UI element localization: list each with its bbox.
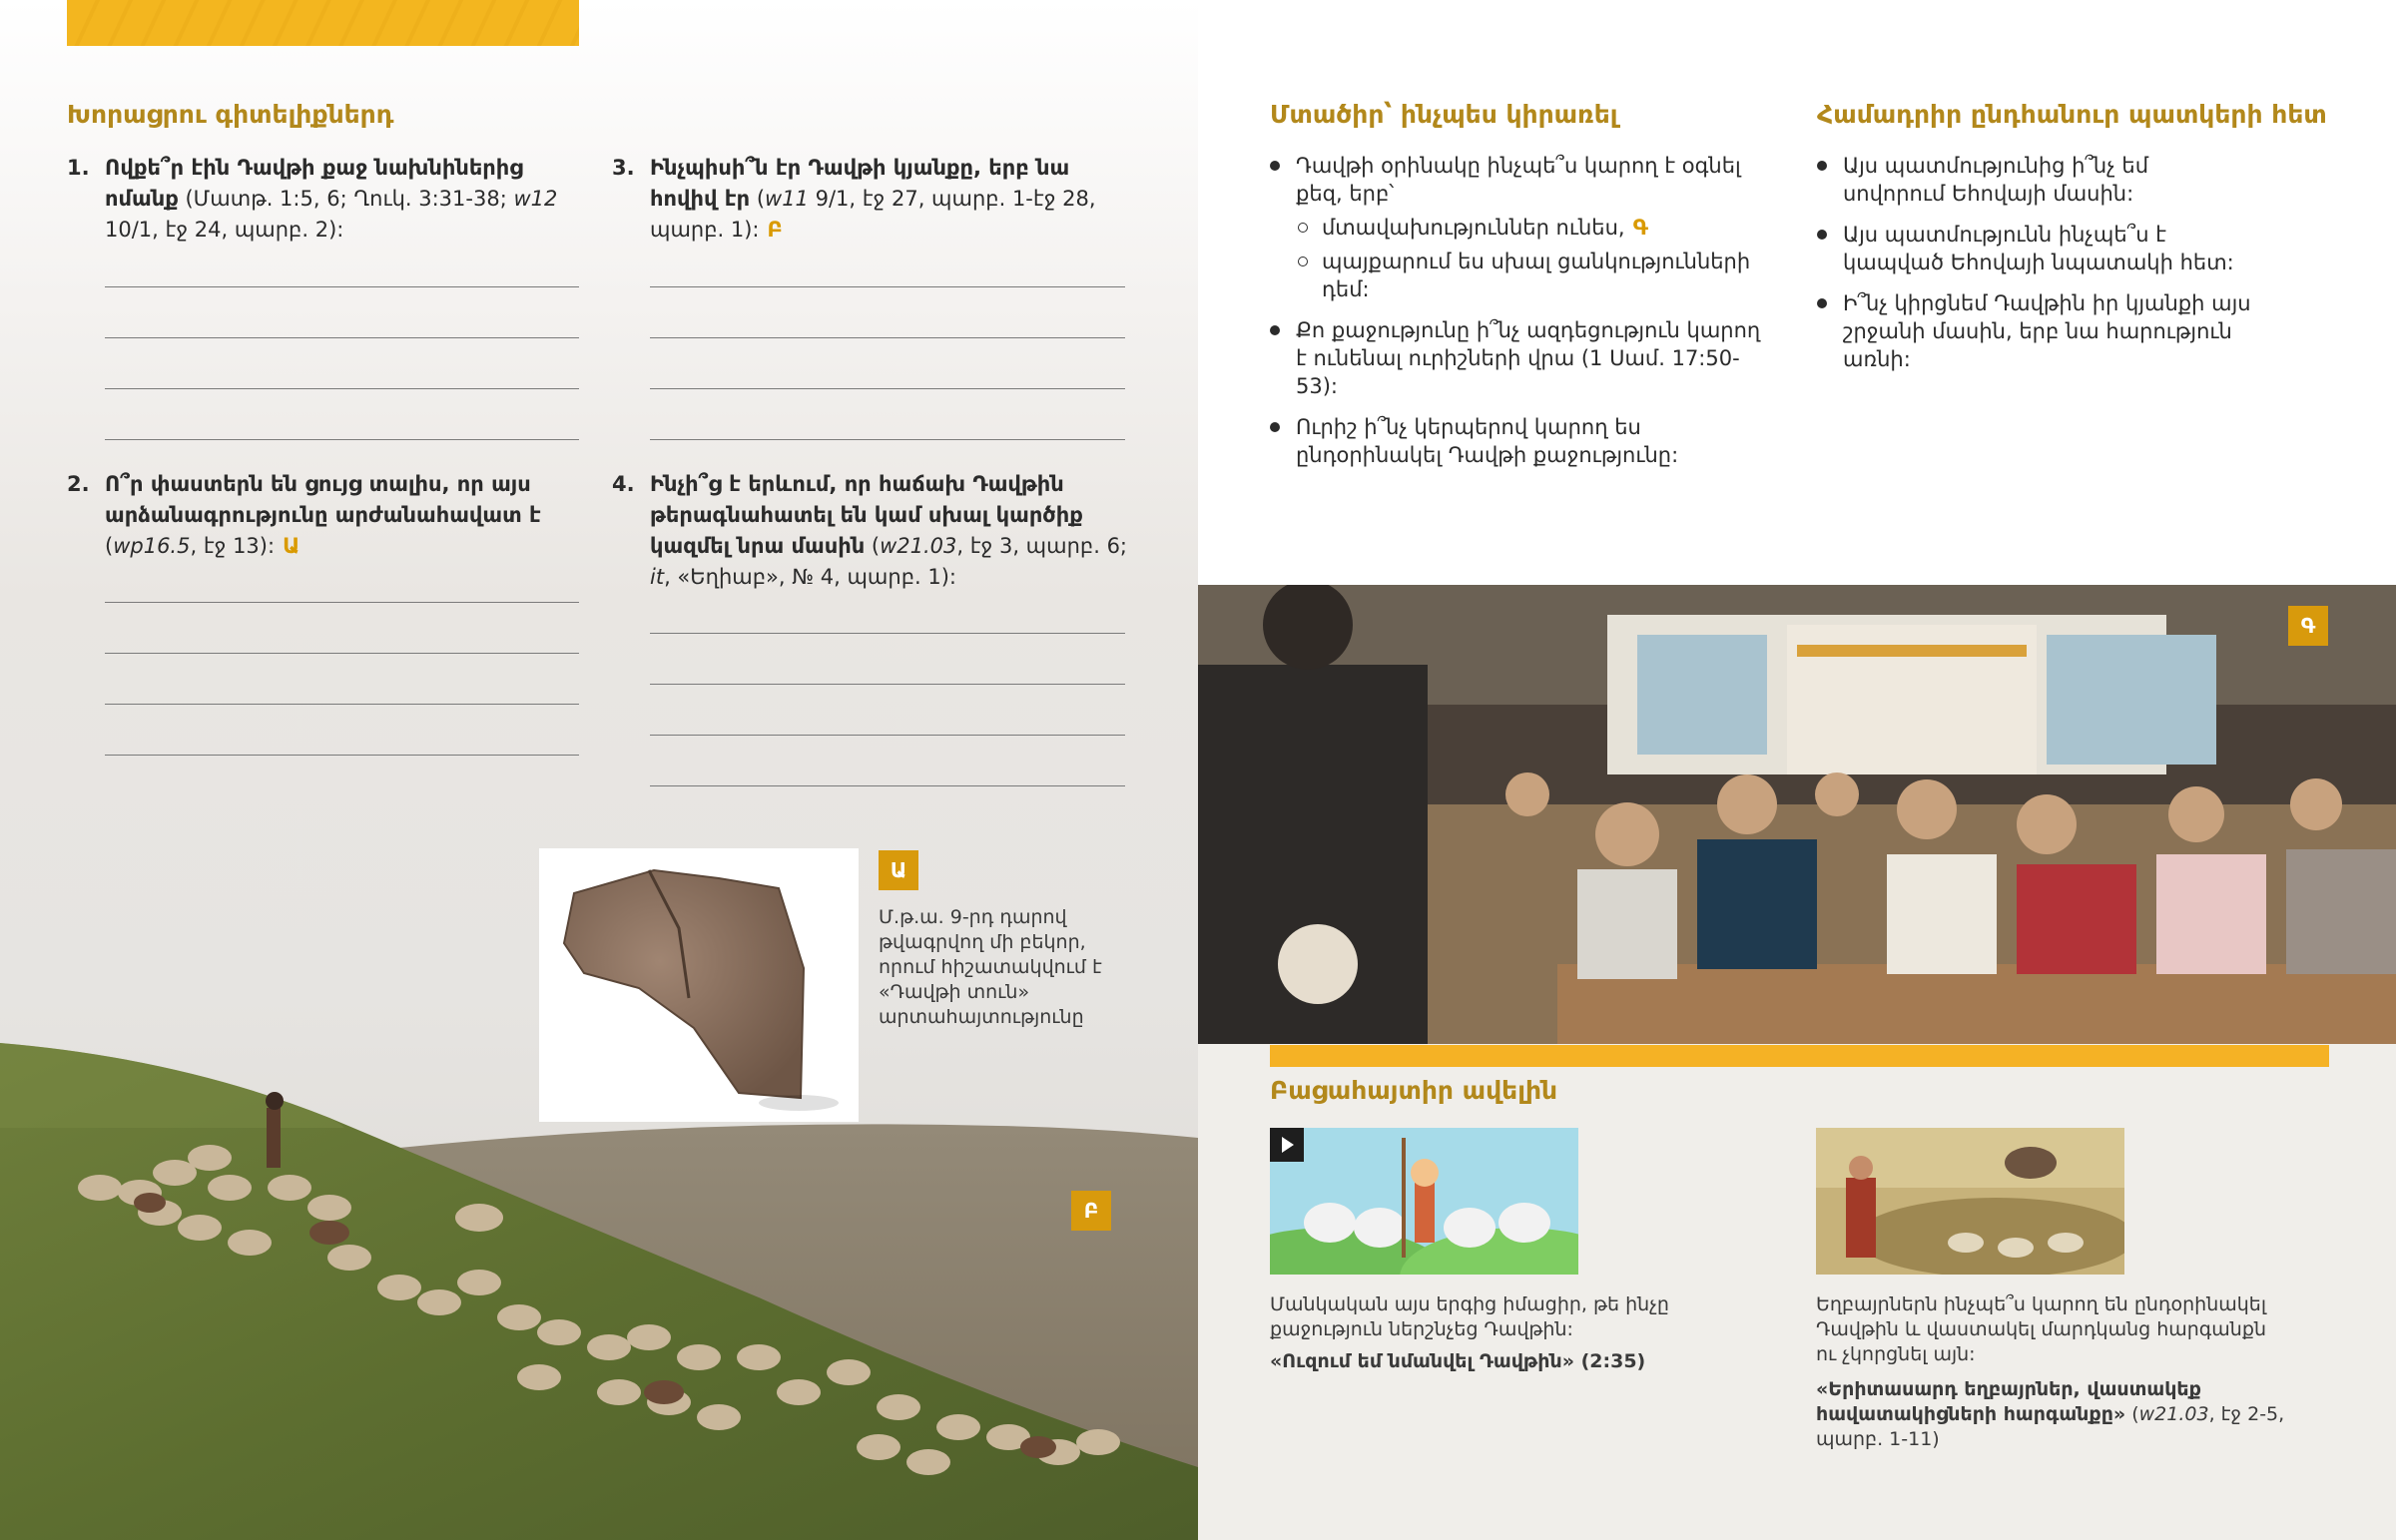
question-refs: ( <box>865 534 881 558</box>
apply-subitem-text: պայքարում ես սխալ ցանկությունների դեմ: <box>1322 250 1751 301</box>
apply-item-3 <box>1270 413 1769 469</box>
figure-marker-a: Ա <box>283 534 300 558</box>
question-number: 1. <box>67 156 90 180</box>
article-ref: ( <box>2125 1403 2139 1425</box>
question-ref-italic: w12 <box>513 187 558 211</box>
question-refs: ( <box>105 534 114 558</box>
answer-lines-3 <box>650 286 1125 490</box>
figure-badge-g: Գ <box>2288 606 2328 646</box>
answer-lines-2 <box>105 602 579 805</box>
video-thumbnail[interactable] <box>1270 1128 1578 1275</box>
bigpicture-item-text: Ի՞նչ կիրցնեմ Դավթին իր կյանքի այս շրջանի մասին, երբ նա հարություն առնի: <box>1843 291 2251 371</box>
apply-item-text: Դավթի օրինակը ինչպե՞ս կարող է օգնել քեզ, երբ՝ <box>1296 154 1741 206</box>
figure-badge-a: Ա <box>879 850 918 890</box>
question-1 <box>67 153 574 246</box>
apply-item-text: Ուրիշ ի՞նչ կերպերով կարող ես ընդօրինակել Դավթի քաջությունը: <box>1296 415 1679 467</box>
question-refs: ( <box>750 187 766 211</box>
classroom-photo <box>1198 585 2396 1044</box>
video-description: Մանկական այս երգից իմացիր, թե ինչը քաջություն ներշնչեց Դավթին: <box>1270 1293 1669 1340</box>
figure-caption-a: Մ.թ.ա. 9-րդ դարով թվագրվող մի բեկոր, որում հիշատակվում է «Դավթի տուն» արտահայտությունը <box>879 906 1102 1028</box>
question-text: Ովքե՞ր էին Դավթի քաջ նախնիներից ոմանք <box>105 156 523 211</box>
question-refs: (Մատթ. 1:5, 6; Ղուկ. 3:31-38; <box>178 187 514 211</box>
figure-marker-b: Բ <box>767 218 783 242</box>
question-ref-italic: w21.03 <box>880 534 957 558</box>
question-refs: 10/1, էջ 24, պարբ. 2): <box>105 218 344 242</box>
article-title[interactable]: «Երիտասարդ եղբայրներ, վաստակեք հավատակիցների հարգանքը» <box>1816 1378 2201 1425</box>
apply-subitem-1 <box>1296 214 1769 242</box>
play-icon[interactable] <box>1270 1128 1304 1162</box>
question-ref-italic: w11 <box>765 187 809 211</box>
right-page <box>1198 0 2396 1540</box>
section-title-explore: Բացահայտիր ավելին <box>1270 1076 1558 1105</box>
orange-divider-bar <box>1270 1045 2329 1067</box>
video-link[interactable]: «Ուզում եմ նմանվել Դավթին» (2:35) <box>1270 1350 1646 1372</box>
article-ref-italic: w21.03 <box>2138 1403 2209 1425</box>
question-2 <box>67 469 574 562</box>
question-ref-italic: it <box>650 565 665 589</box>
question-refs: , էջ 13): <box>190 534 276 558</box>
bigpicture-item <box>1817 289 2256 373</box>
question-refs: , «Եղիաբ», № 4, պարբ. 1): <box>664 565 956 589</box>
figure-badge-b: Բ <box>1071 1191 1111 1231</box>
stele-fragment-image <box>539 848 859 1122</box>
question-text: Ո՞ր փաստերն են ցույց տալիս, որ այս արձանագրությունը արժանահավատ է <box>105 472 541 527</box>
answer-lines-1 <box>105 286 579 490</box>
apply-subitem-text: մտավախություններ ունես, <box>1322 216 1625 240</box>
article-thumbnail[interactable] <box>1816 1128 2124 1275</box>
article-description: Եղբայրներն ինչպե՞ս կարող են ընդօրինակել Դավթին և վաստակել մարդկանց հարգանքն ու չկորցնել այն: <box>1816 1293 2266 1365</box>
apply-list <box>1270 152 1769 482</box>
question-number: 2. <box>67 472 90 496</box>
bigpicture-list <box>1817 152 2256 386</box>
bigpicture-item-text: Այս պատմությունն ինչպե՞ս է կապված Եհովայի նպատակի հետ: <box>1843 223 2234 274</box>
article-link[interactable] <box>1816 1377 2315 1452</box>
bigpicture-item-text: Այս պատմությունից ի՞նչ եմ սովորում Եհովայի մասին: <box>1843 154 2149 206</box>
question-4 <box>612 469 1129 593</box>
decorative-top-band <box>67 0 579 46</box>
question-refs: 9/1, էջ 27, պարբ. 1-էջ 28, պարբ. 1): <box>650 187 1096 242</box>
question-text: Ինչի՞ց է երևում, որ հաճախ Դավթին թերագնահատել են կամ սխալ կարծիք կազմել նրա մասին <box>650 472 1083 558</box>
question-ref-italic: wp16.5 <box>113 534 191 558</box>
question-refs: , էջ 3, պարբ. 6; <box>956 534 1127 558</box>
apply-subitem-2 <box>1296 248 1769 303</box>
question-number: 3. <box>612 156 635 180</box>
section-title-deepen: Խորացրու գիտելիքներդ <box>67 100 394 129</box>
question-3 <box>612 153 1129 246</box>
apply-item-text: Քո քաջությունը ի՞նչ ազդեցություն կարող է ունենալ ուրիշների վրա (1 Սամ. 17:50-53): <box>1296 318 1761 398</box>
article-ref: , էջ 2-5, պարբ. 1-11) <box>1816 1403 2285 1450</box>
apply-item-1 <box>1270 152 1769 303</box>
apply-item-2 <box>1270 316 1769 400</box>
bigpicture-item <box>1817 152 2256 208</box>
question-number: 4. <box>612 472 635 496</box>
figure-marker-g: Գ <box>1632 216 1648 240</box>
bigpicture-item <box>1817 221 2256 276</box>
section-title-bigpicture: Համադրիր ընդհանուր պատկերի հետ <box>1817 100 2327 129</box>
answer-lines-4 <box>650 633 1125 836</box>
section-title-apply: Մտածիր՝ ինչպես կիրառել <box>1270 100 1618 129</box>
question-text: Ինչպիսի՞ն էր Դավթի կյանքը, երբ նա հովիվ էր <box>650 156 1070 211</box>
